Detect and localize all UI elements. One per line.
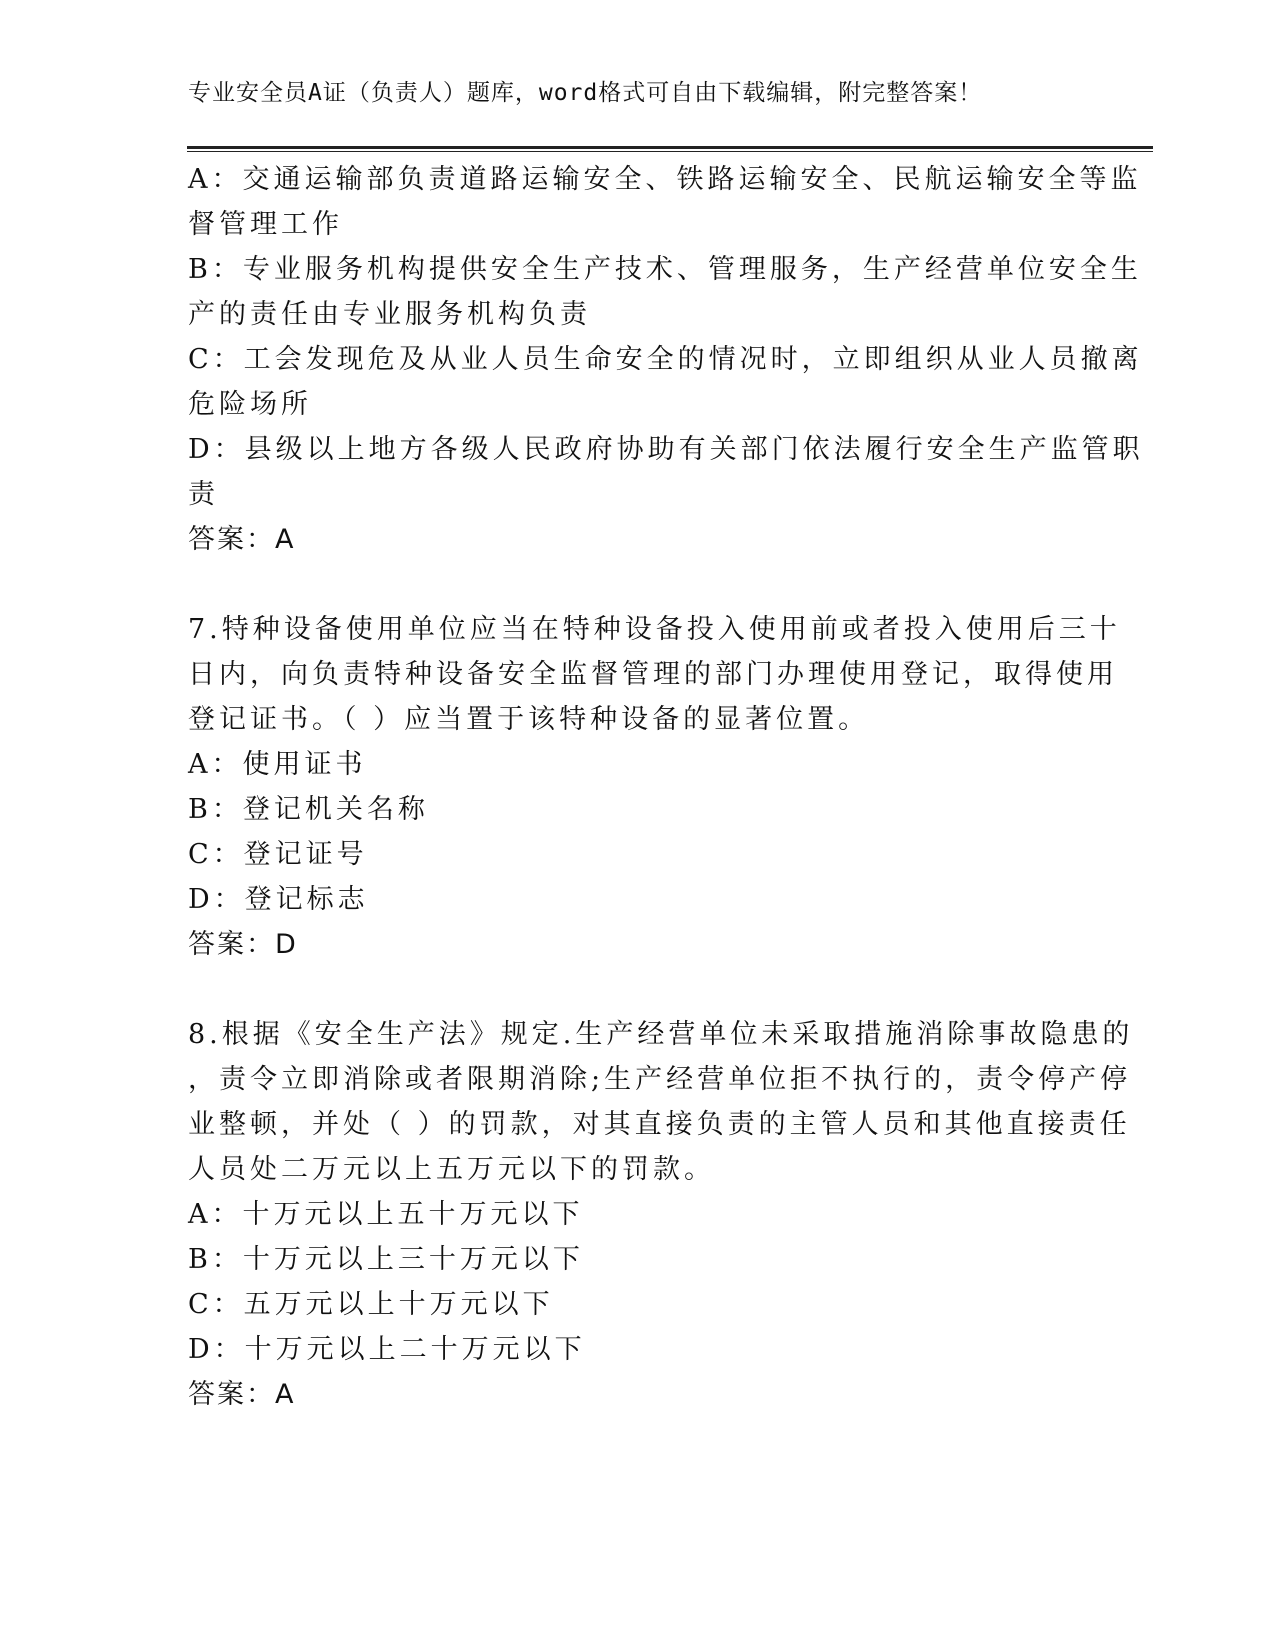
q6-option-a-line2: 督管理工作 xyxy=(188,209,343,240)
question-8 xyxy=(188,1012,1134,1417)
q7-stem-line2: 日内，向负责特种设备安全监督管理的部门办理使用登记，取得使用 xyxy=(188,659,1118,690)
question-6-options xyxy=(188,157,1144,562)
q6-option-d-line1: D：县级以上地方各级人民政府协助有关部门依法履行安全生产监管职 xyxy=(188,434,1144,465)
q8-option-a: A：十万元以上五十万元以下 xyxy=(188,1199,584,1230)
question-content xyxy=(188,157,1144,1417)
q6-option-d-line2: 责 xyxy=(188,479,219,510)
q8-stem-line4: 人员处二万元以上五万元以下的罚款。 xyxy=(188,1154,715,1185)
q8-option-b: B：十万元以上三十万元以下 xyxy=(188,1244,584,1275)
q7-answer: 答案：D xyxy=(188,929,298,960)
q6-option-c-line2: 危险场所 xyxy=(188,389,312,420)
q8-stem-line1: 8.根据《安全生产法》规定.生产经营单位未采取措施消除事故隐患的 xyxy=(188,1019,1134,1050)
q8-stem-line3: 业整顿，并处（ ）的罚款，对其直接负责的主管人员和其他直接责任 xyxy=(188,1109,1131,1140)
q6-answer: 答案：A xyxy=(188,524,296,555)
question-spacer xyxy=(188,967,1068,1012)
q7-stem-line1: 7.特种设备使用单位应当在特种设备投入使用前或者投入使用后三十 xyxy=(188,614,1121,645)
header-divider-thin xyxy=(187,151,1153,152)
q7-stem-line3: 登记证书。（ ）应当置于该特种设备的显著位置。 xyxy=(188,704,870,735)
page-header: 专业安全员A证（负责人）题库，word格式可自由下载编辑，附完整答案！ xyxy=(188,80,983,106)
header-divider-thick xyxy=(187,146,1153,149)
q7-option-a: A：使用证书 xyxy=(188,749,367,780)
q6-option-b-line1: B：专业服务机构提供安全生产技术、管理服务，生产经营单位安全生 xyxy=(188,254,1142,285)
q7-option-d: D：登记标志 xyxy=(188,884,369,915)
q6-option-b-line2: 产的责任由专业服务机构负责 xyxy=(188,299,591,330)
q6-option-c-line1: C：工会发现危及从业人员生命安全的情况时，立即组织从业人员撤离 xyxy=(188,344,1143,375)
question-spacer xyxy=(188,562,1068,607)
header-divider xyxy=(187,146,1153,152)
q8-option-c: C：五万元以上十万元以下 xyxy=(188,1289,554,1320)
q8-option-d: D：十万元以上二十万元以下 xyxy=(188,1334,586,1365)
q6-option-a-line1: A：交通运输部负责道路运输安全、铁路运输安全、民航运输安全等监 xyxy=(188,164,1142,195)
q7-option-b: B：登记机关名称 xyxy=(188,794,429,825)
q8-answer: 答案：A xyxy=(188,1379,296,1410)
q8-stem-line2: ，责令立即消除或者限期消除;生产经营单位拒不执行的，责令停产停 xyxy=(188,1064,1132,1095)
question-7 xyxy=(188,607,1121,967)
q7-option-c: C：登记证号 xyxy=(188,839,368,870)
